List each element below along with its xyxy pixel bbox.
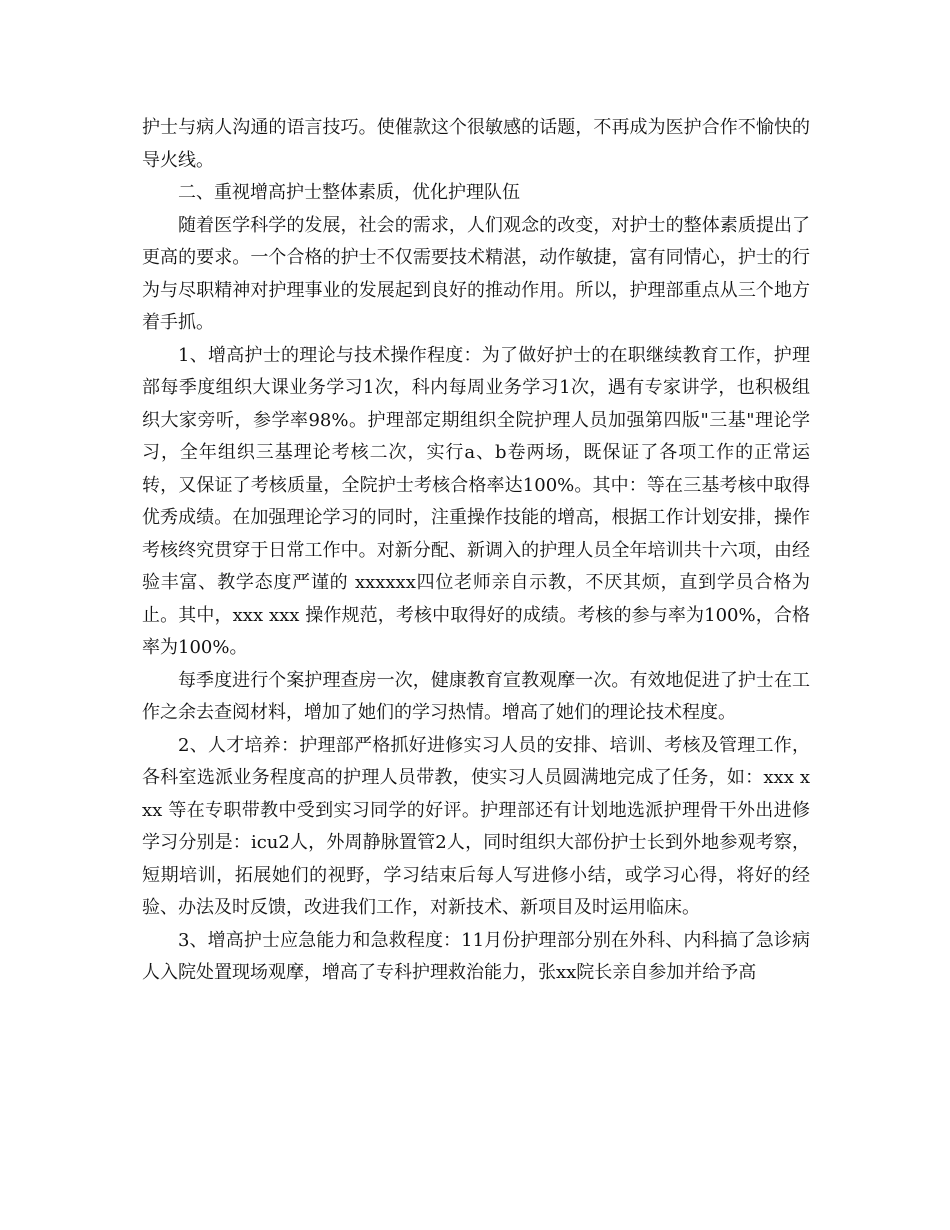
document-body [142, 112, 810, 990]
paragraph-item-2: 2、人才培养：护理部严格抓好进修实习人员的安排、培训、考核及管理工作，各科室选派业务程度高的护理人员带教，使实习人员圆满地完成了任务，如：xxx xxx 等在专职带教中受到实习同学的好评。护理部还有计划地选派护理骨干外出进修学习分别是：icu2人，外周静脉置管2人，同时组织大部份护士长到外地参观考察，短期培训，拓展她们的视野，学习结束后每人写进修小结，或学习心得，将好的经验、办法及时反馈，改进我们工作，对新技术、新项目及时运用临床。 [142, 734, 810, 918]
paragraph-continuation: 护士与病人沟通的语言技巧。使催款这个很敏感的话题，不再成为医护合作不愉快的导火线。 [142, 117, 810, 171]
paragraph-quarterly: 每季度进行个案护理查房一次，健康教育宣教观摩一次。有效地促进了护士在工作之余去查阅材料，增加了她们的学习热情。增高了她们的理论技术程度。 [142, 669, 810, 723]
paragraph-item-3: 3、增高护士应急能力和急救程度：11月份护理部分别在外科、内科搞了急诊病人入院处置现场观摩，增高了专科护理救治能力，张xx院长亲自参加并给予高 [142, 929, 810, 983]
paragraph-intro: 随着医学科学的发展，社会的需求，人们观念的改变，对护士的整体素质提出了更高的要求。一个合格的护士不仅需要技术精湛，动作敏捷，富有同情心，护士的行为与尽职精神对护理事业的发展起到良好的推动作用。所以，护理部重点从三个地方着手抓。 [142, 214, 810, 333]
paragraph-item-1: 1、增高护士的理论与技术操作程度：为了做好护士的在职继续教育工作，护理部每季度组织大课业务学习1次，科内每周业务学习1次，遇有专家讲学，也积极组织大家旁听，参学率98%。护理部定期组织全院护理人员加强第四版"三基"理论学习，全年组织三基理论考核二次，实行a、b卷两场，既保证了各项工作的正常运转，又保证了考核质量，全院护士考核合格率达100%。其中：等在三基考核中取得优秀成绩。在加强理论学习的同时，注重操作技能的增高，根据工作计划安排，操作考核终究贯穿于日常工作中。对新分配、新调入的护理人员全年培训共十六项，由经验丰富、教学态度严谨的 xxxxxx四位老师亲自示教，不厌其烦，直到学员合格为止。其中，xxx xxx 操作规范，考核中取得好的成绩。考核的参与率为100%，合格率为100%。 [142, 344, 810, 658]
section-heading-2: 二、重视增高护士整体素质，优化护理队伍 [178, 182, 520, 203]
